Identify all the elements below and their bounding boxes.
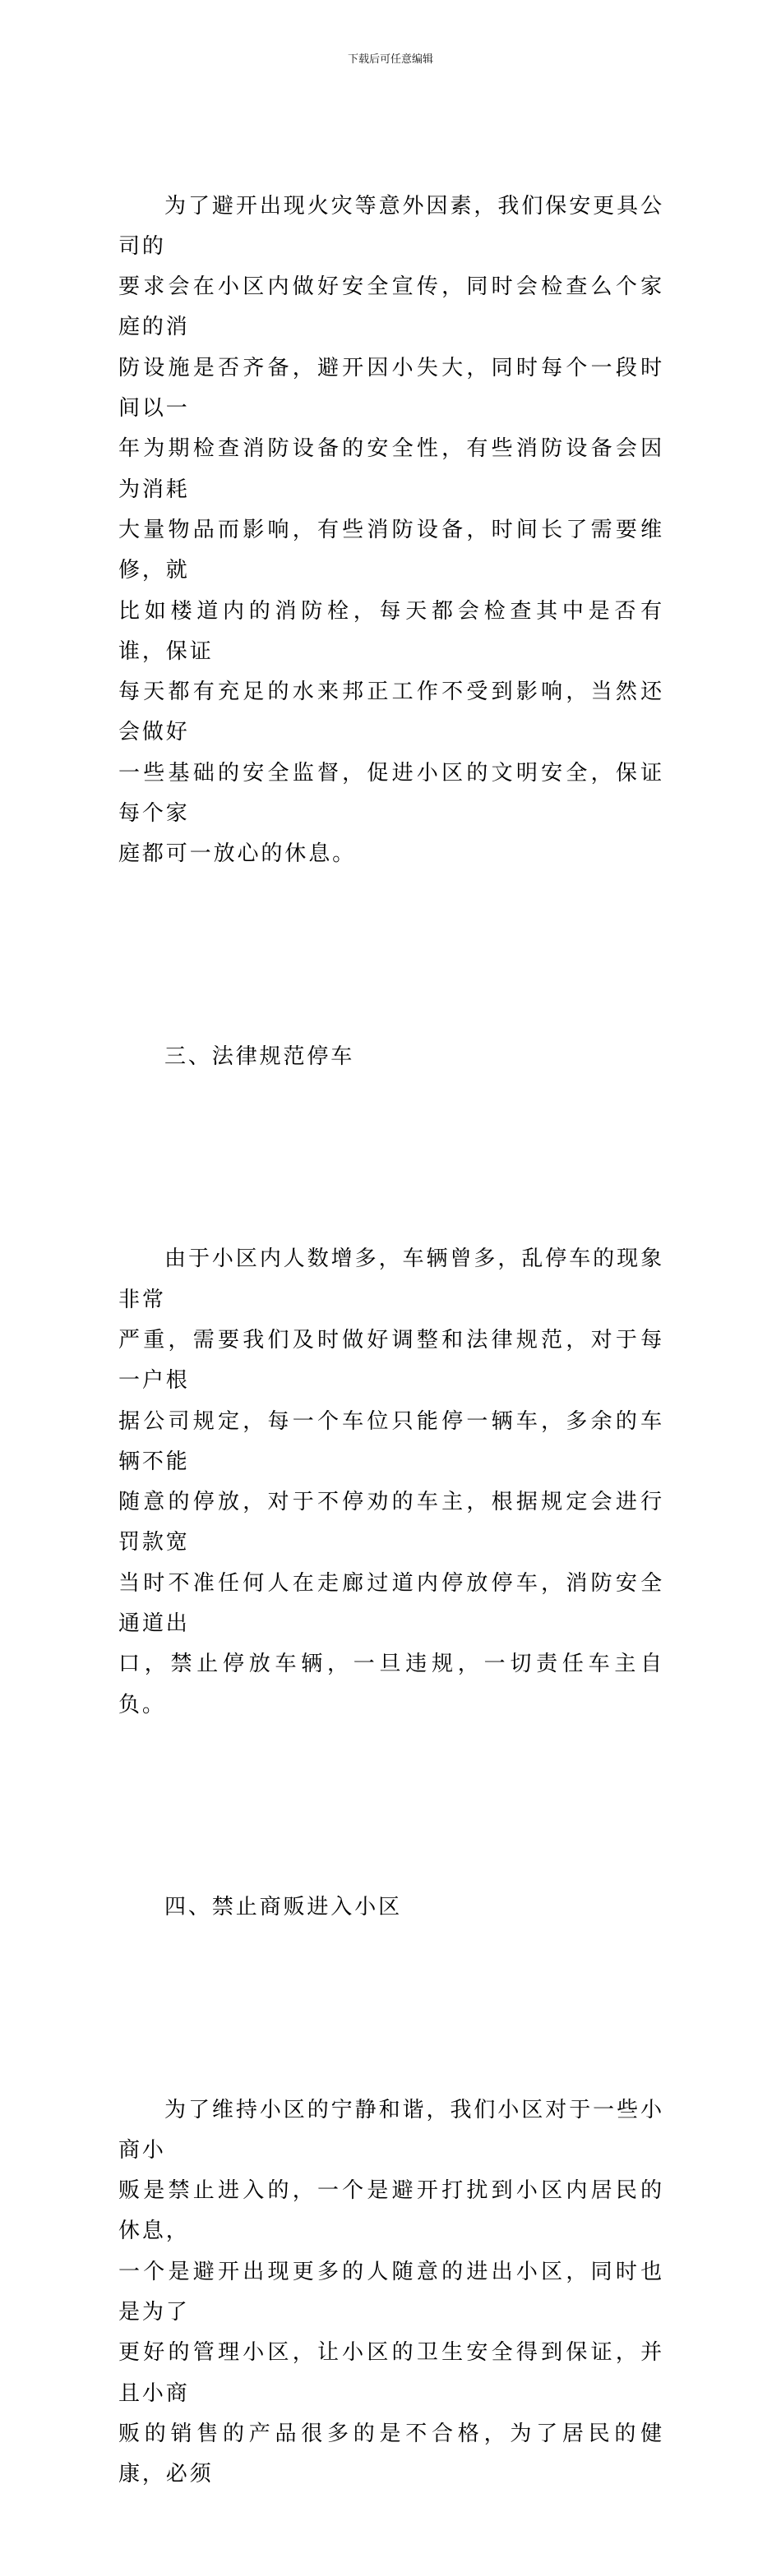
text-line: 为了维持小区的宁静和谐，我们小区对于一些小商小 (118, 2097, 664, 2163)
paragraph-parking (118, 1159, 664, 1807)
text-line: 由于小区内人数增多，车辆曾多，乱停车的现象非常 (118, 1247, 664, 1312)
text-line: 比如楼道内的消防栓，每天都会检查其中是否有谁，保证 (118, 598, 664, 664)
section-heading-vendors (118, 1806, 664, 2008)
text-line: 更好的管理小区，让小区的卫生安全得到保证，并且小商 (118, 2340, 664, 2406)
text-line: 贩是禁止进入的，一个是避开打扰到小区内居民的休息， (118, 2178, 664, 2244)
text-line: 庭都可一放心的休息。 (118, 841, 357, 867)
text-line: 严重，需要我们及时做好调整和法律规范，对于每一户根 (118, 1327, 664, 1394)
text-line: 防设施是否齐备，避开因小失大，同时每个一段时间以一 (118, 355, 664, 422)
section-heading-parking (118, 956, 664, 1158)
page-header: 下载后可任意编辑 (347, 53, 433, 66)
text-line: 大量物品而影响，有些消防设备，时间长了需要维修，就 (118, 517, 664, 583)
heading-text: 三、法律规范停车 (164, 1044, 355, 1069)
heading-text: 四、禁止商贩进入小区 (164, 1895, 403, 1920)
document-body (118, 105, 664, 2576)
text-line: 一些基础的安全监督，促进小区的文明安全，保证每个家 (118, 760, 664, 827)
text-line: 随意的停放，对于不停劝的车主，根据规定会进行罚款宽 (118, 1490, 664, 1555)
text-line: 口，禁止停放车辆，一旦违规，一切责任车主自负。 (118, 1652, 664, 1717)
paragraph-vendors (118, 2009, 664, 2576)
text-line: 贩的销售的产品很多的是不合格，为了居民的健康，必须 (118, 2421, 664, 2487)
text-line: 年为期检查消防设备的安全性，有些消防设备会因为消耗 (118, 436, 664, 502)
text-line: 为了避开出现火灾等意外因素，我们保安更具公司的 (118, 193, 664, 259)
paragraph-fire-safety (118, 105, 664, 956)
text-line: 每天都有充足的水来邦正工作不受到影响，当然还会做好 (118, 680, 664, 745)
text-line: 当时不准任何人在走廊过道内停放停车，消防安全通道出 (118, 1570, 664, 1636)
text-line: 据公司规定，每一个车位只能停一辆车，多余的车辆不能 (118, 1408, 664, 1474)
text-line: 要求会在小区内做好安全宣传，同时会检查么个家庭的消 (118, 274, 664, 340)
text-line: 一个是避开出现更多的人随意的进出小区，同时也是为了 (118, 2259, 664, 2325)
